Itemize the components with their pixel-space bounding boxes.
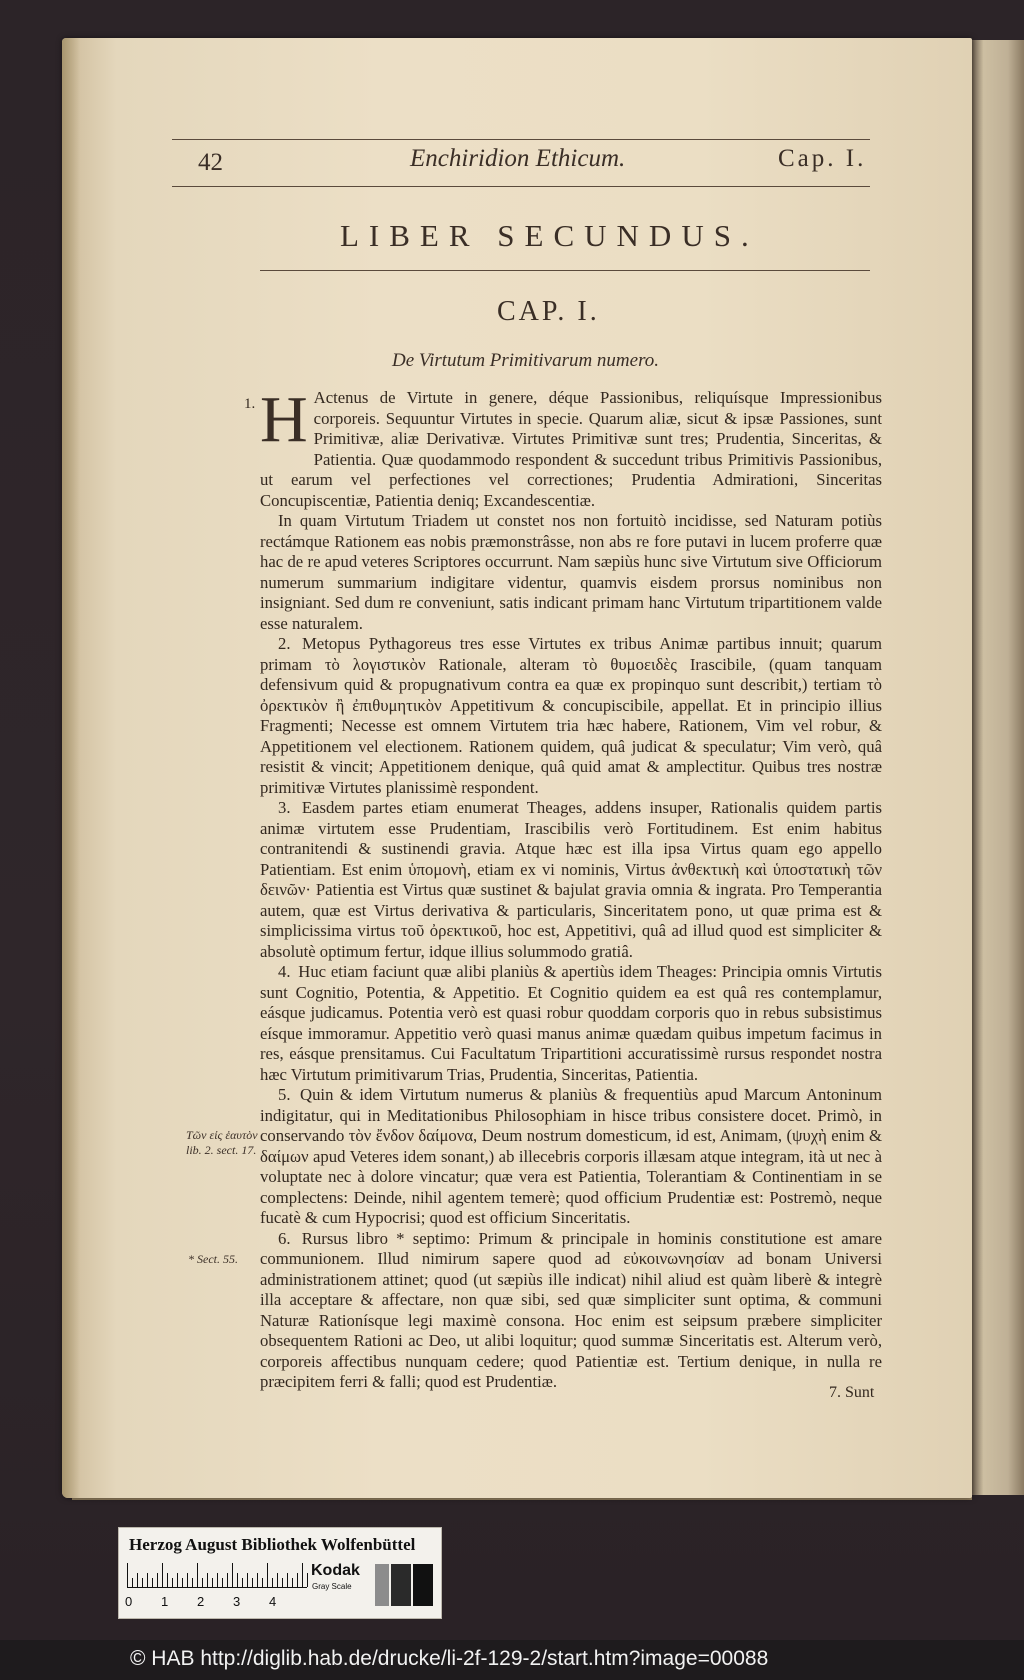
paragraph-3 [260,634,882,798]
color-reference-card [118,1527,442,1619]
ruler-label: 4 [269,1594,277,1609]
chapter-reference: Cap. I. [778,145,867,172]
ruler-tick [197,1563,198,1587]
paragraph-text: Metopus Pythagoreus tres esse Virtutes ex tribus Animæ partibus innuit; quarum primam τὸ λογιστικὸν Rationale, alteram τὸ θυμοειδὲς Irascibile, (quam tanquam defensivum quid & propugnativum contra ea quæ ex propinquo sunt describit,) tertiam τὸ ὀρεκτικὸν ἢ ἐπιθυμητικὸν Appetitivum & concupiscibile, appellat. Et in principio illius Fragmenti; Necesse est omnem Virtutem tria hæc habere, Rationem, Vim vel robur, & Appetitionem vel electionem. Rationem quidem, quâ judicat & speculatur; Vim verò, quâ resistit & vincit; Appetitionem denique, quâ quid amat & amplectitur. Quibus tres nostræ primitivæ Virtutes planissimè respondent. [260,634,882,797]
paragraph-4 [260,798,882,962]
ruler-tick [242,1578,243,1587]
ruler-tick [132,1578,133,1587]
drop-cap-initial: H [260,383,308,456]
ruler-tick [202,1578,203,1587]
ruler-tick [262,1578,263,1587]
margin-note [186,1128,258,1158]
ruler-tick [297,1573,298,1587]
next-page-edge [970,40,1024,1495]
ruler-tick [257,1573,258,1587]
section-number: 4. [278,962,291,981]
copyright-url: © HAB http://diglib.hab.de/drucke/li-2f-129-2/start.htm?image=00088 [130,1647,769,1670]
ruler-tick [252,1578,253,1587]
ruler-label: 1 [161,1594,169,1609]
paragraph-text: Actenus de Virtute in genere, déque Passionibus, reliquísque Impressionibus corporeis. Sequuntur Virtutes in specie. Quarum aliæ, sicut & ipsæ Passiones, sunt Primitivæ, aliæ Derivativæ. Virtutes Primitivæ sunt tres; Prudentia, Sinceritas, & Patientia. Quæ quodammodo respondent & succedunt tribus Primitivis Passionibus, ut earum vel perfectiones vel correctiones; Prudentia Admirationi, Sinceritas Concupiscentiæ, Patientia deniq; Excandescentiæ. [260,388,882,510]
paragraph-text: In quam Virtutum Triadem ut constet nos non fortuitò incidisse, sed Naturam potiùs rectámque Rationem eas nobis præmonstrâsse, non abs re fore putavi in lucem proferre quæ hac de re apud veteres Scriptores occurrunt. Nam sæpiùs hunc sive Virtutum sive Officiorum numerum summarium indigitare videntur, quamvis eisdem prorsus nominibus non insigniant. Sed dum re conveniunt, satis indicant primam hanc Virtutum tripartitionem valde esse naturalem. [260,511,882,633]
ruler-tick [142,1578,143,1587]
ruler-tick [182,1578,183,1587]
paragraph-6 [260,1085,882,1229]
ruler-tick [247,1573,248,1587]
section-number: 5. [278,1085,291,1104]
ruler-tick [222,1578,223,1587]
ruler-tick [217,1573,218,1587]
ruler-tick [302,1563,303,1587]
measurement-ruler [127,1562,307,1588]
header-rule-bottom [172,186,870,187]
margin-note [188,1252,238,1267]
kodak-subtitle: Gray Scale [312,1582,352,1591]
ruler-tick [232,1563,233,1587]
header-rule-top [172,139,870,140]
book-title: LIBER SECUNDUS. [340,218,759,253]
ruler-tick [177,1573,178,1587]
section-number: 1. [244,396,256,412]
running-title: Enchiridion Ethicum. [410,145,626,172]
ruler-tick [267,1563,268,1587]
ruler-tick [147,1573,148,1587]
gray-scale-patch [413,1564,433,1606]
ruler-label: 2 [197,1594,205,1609]
kodak-logo: Kodak [311,1562,360,1579]
page-number: 42 [198,149,223,176]
gray-scale-patch [375,1564,389,1606]
paragraph-text: Easdem partes etiam enumerat Theages, addens insuper, Rationalis quidem partis animæ virtutem esse Prudentiam, Irascibilis verò Fortitudinem. Est enim habitus contranitendi & sustinendi gravia. Atque hæc est illa ipsa Virtus quam ego appello Patientiam. Est enim ὑπομονὴ, etiam ex vi nominis, Virtus ἀνθεκτικὴ καὶ ὑποστατικὴ τῶν δεινῶν· Patientia est Virtus quæ sustinet & bajulat gravia omnia & ingrata. Pro Temperantia autem, quæ est Virtus derivativa & particularis, Sinceritatem pono, ut quæ prima est & simplicissima virtus τοῦ ὀρεκτικοῦ, hoc est, Appetitivi, quâ ad illud quod est simpliciter & absolutè optimum fertur, idque illius solummodo gratiâ. [260,798,882,961]
ruler-tick [227,1573,228,1587]
section-number: 2. [278,634,291,653]
chapter-subtitle: De Virtutum Primitivarum numero. [392,350,660,371]
ruler-tick [292,1578,293,1587]
paragraph-5 [260,962,882,1085]
ruler-tick [127,1563,128,1587]
margin-note-line: * Sect. 55. [188,1252,238,1266]
gray-scale-patch [391,1564,411,1606]
section-number: 3. [278,798,291,817]
ruler-tick [237,1573,238,1587]
margin-note-line: Τῶν εἰς ἑαυτὸν [186,1128,258,1142]
library-name: Herzog August Bibliothek Wolfenbüttel [129,1535,416,1554]
paragraph-text: Rursus libro * septimo: Primum & principale in hominis constitutione est amare communionem. Illud nimirum sapere quod ad εὐκοινωνησίαν ad bonam Universi administrationem attinet; quod (ut sæpiùs ille indicat) nihil aliud est quàm liberè & integrè illa acceptare & affectare, non quæ sibi, sed quæ simpliciter sunt optima, & communi Naturæ Rationísque legi maximè consona. Hoc enim est seipsum præbere simpliciter obsequentem Rationi ac Deo, ut alibi loquitur; quod summæ Sinceritatis est. Alterum verò, corporeis affectibus nunquam cedere; quod Patientiæ est. Tertium denique, in nulla re præcipitem ferri & falli; quod est Prudentiæ. [260,1228,883,1391]
ruler-label: 3 [233,1594,241,1609]
paragraph-7 [260,1229,882,1393]
ruler-tick [207,1573,208,1587]
ruler-tick [277,1573,278,1587]
ruler-tick [272,1578,273,1587]
paragraph-1 [244,383,882,511]
section-number: 6. [278,1228,291,1248]
title-rule [260,270,870,271]
ruler-tick [157,1573,158,1587]
ruler-tick [187,1573,188,1587]
margin-note-line: lib. 2. sect. 17. [186,1143,257,1157]
ruler-tick [167,1573,168,1587]
paragraph-text: Quin & idem Virtutum numerus & planiùs & frequentiùs apud Marcum Antoninum indigitatur, qui in Meditationibus Philosophiam in hisce tribus consistere docet. Primò, in conservando τὸν ἔνδον δαίμονα, Deum nostrum domesticum, id est, Animam, (ψυχὴ enim & δαίμων apud Veteres idem sonant,) ab illecebris corporis illæsam atque integram, ità ut nec à voluptate nec à dolore vincatur; quæ vera est Patientia, Tolerantiam & Continentiam in se complectens: Deinde, nihil agentem temerè; quod officium Prudentiæ est: Postremò, neque fucatè & cum Hypocrisi; quod est officium Sinceritatis. [260,1085,882,1227]
ruler-label: 0 [125,1594,133,1609]
chapter-title: CAP. I. [497,296,600,327]
paragraph-text: Huc etiam faciunt quæ alibi planiùs & apertiùs idem Theages: Principia omnis Virtutis sunt Cognitio, Potentia, & Appetitio. Et Cognitio quidem ea est quâ res contemplamur, eásque judicamus. Potentia verò est quasi robur quoddam corporis quo in rebus subsistimus eísque immoramur. Appetitio verò quasi manus animæ quædam quibus impetum facimus in res, eásque prensitamus. Cui Facultatum Tripartitioni accuratissimè rursus respondet nostra hæc Virtutum primitivarum Trias, Prudentia, Sinceritas, Patientia. [260,962,883,1084]
ruler-tick [152,1578,153,1587]
ruler-tick [162,1563,163,1587]
ruler-tick [212,1578,213,1587]
ruler-tick [287,1573,288,1587]
ruler-tick [172,1578,173,1587]
ruler-tick [192,1578,193,1587]
ruler-tick [307,1573,308,1587]
ruler-tick [137,1573,138,1587]
paragraph-2 [260,511,882,634]
catchword: 7. Sunt [829,1384,875,1401]
body-text [244,383,883,1393]
ruler-tick [282,1578,283,1587]
